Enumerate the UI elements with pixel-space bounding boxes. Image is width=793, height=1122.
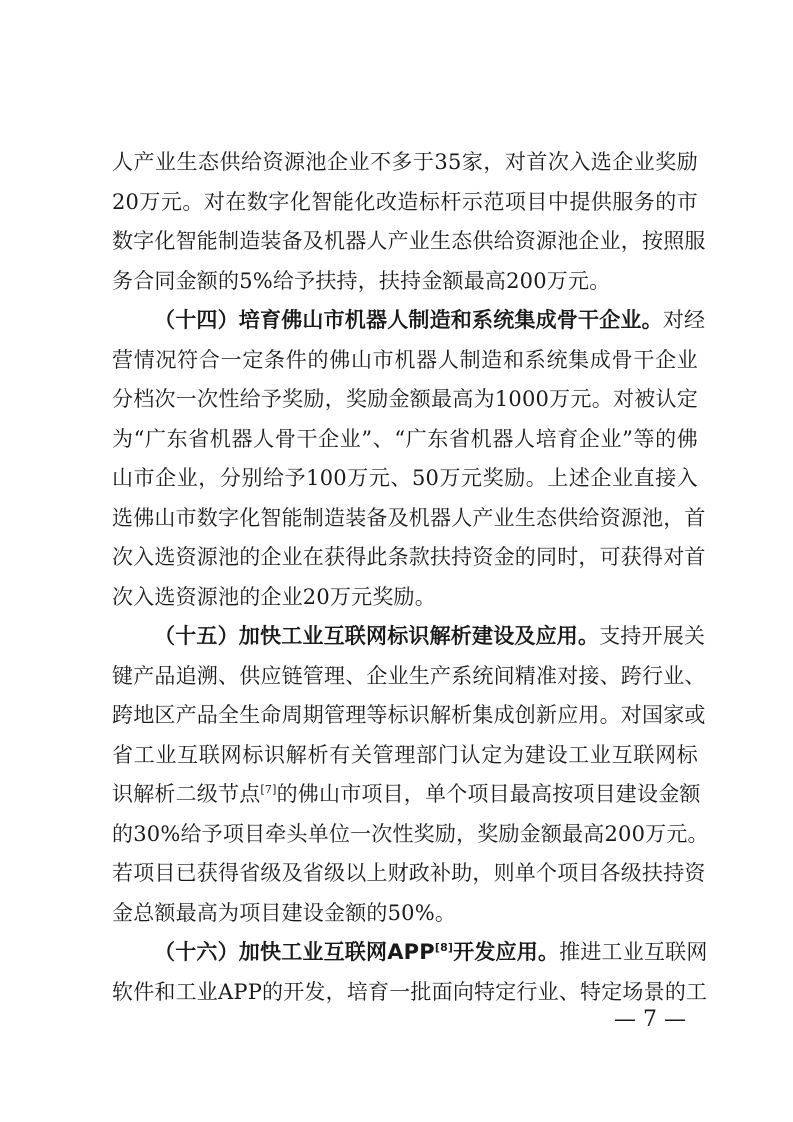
- text-line-with-footnote: [112, 775, 701, 815]
- heading-run: （十六）加快工业互联网APP: [154, 940, 435, 964]
- text-line: 金总额最高为项目建设金额的50%。: [112, 900, 457, 925]
- text-line: 键产品追溯、供应链管理、企业生产系统间精准对接、跨行业、: [112, 663, 706, 688]
- paragraph-15-first-line: [112, 617, 706, 657]
- paragraph-14-first-line: [112, 301, 706, 341]
- text-line: 软件和工业APP的开发，培育一批面向特定行业、特定场景的工: [112, 979, 708, 1004]
- text-line: 的30%给予项目牵头单位一次性奖励，奖励金额最高200万元。: [112, 821, 709, 846]
- text-line: 营情况符合一定条件的佛山市机器人制造和系统集成骨干企业: [112, 347, 698, 372]
- text-line: 次入选资源池的企业在获得此条款扶持资金的同时，可获得对首: [112, 545, 706, 569]
- text-line: 分档次一次性给予奖励，奖励金额最高为1000万元。对被认定: [112, 387, 698, 411]
- text-line: 若项目已获得省级及省级以上财政补助，则单个项目各级扶持资: [112, 861, 706, 885]
- section-heading-14: （十四）培育佛山市机器人制造和系统集成骨干企业。: [154, 308, 663, 332]
- text-line: 务合同金额的5%给予扶持，扶持金额最高200万元。: [112, 268, 611, 293]
- text-run: 支持开展关: [599, 624, 706, 648]
- text-run: 识解析二级节点: [112, 782, 261, 806]
- text-line: 山市企业，分别给予100万元、50万元奖励。上述企业直接入: [112, 466, 698, 490]
- text-line: 为“广东省机器人骨干企业”、“广东省机器人培育企业”等的佛: [112, 426, 698, 451]
- text-run: 的佛山市项目，单个项目最高按项目建设金额: [276, 782, 701, 806]
- text-line: 20万元。对在数字化智能化改造标杆示范项目中提供服务的市: [112, 189, 698, 214]
- body-text: [112, 143, 709, 1012]
- section-heading-16: [154, 940, 559, 964]
- paragraph-16-first-line: [112, 933, 708, 973]
- footnote-ref-7: [7]: [260, 783, 277, 796]
- text-line: 次入选资源池的企业20万元奖励。: [112, 584, 436, 609]
- heading-run: 开发应用。: [453, 940, 560, 964]
- text-line: 选佛山市数字化智能制造装备及机器人产业生态供给资源池，首: [112, 505, 706, 530]
- text-run: 推进工业互联网: [559, 940, 708, 964]
- page-number: — 7 —: [614, 1007, 686, 1032]
- text-run: 对经: [662, 308, 706, 332]
- footnote-ref-8: [8]: [434, 941, 454, 954]
- section-heading-15: （十五）加快工业互联网标识解析建设及应用。: [154, 624, 600, 648]
- text-line: 跨地区产品全生命周期管理等标识解析集成创新应用。对国家或: [112, 703, 706, 727]
- text-line: 省工业互联网标识解析有关管理部门认定为建设工业互联网标: [112, 742, 698, 767]
- text-line: 数字化智能制造装备及机器人产业生态供给资源池企业，按照服: [112, 229, 706, 253]
- text-line: 人产业生态供给资源池企业不多于35家，对首次入选企业奖励: [112, 150, 698, 174]
